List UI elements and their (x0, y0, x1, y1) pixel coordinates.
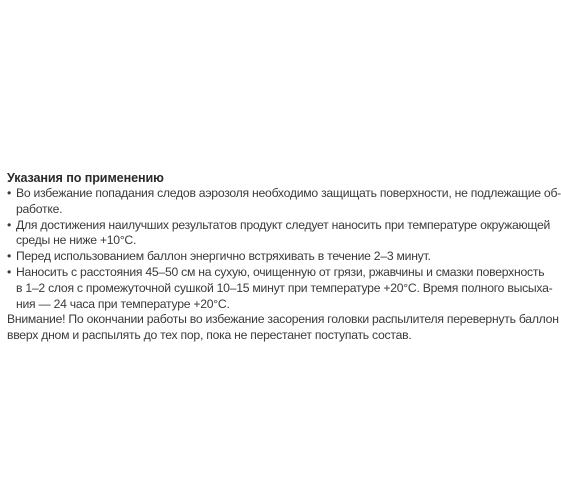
instruction-line-continued: среды не ниже +10°C. (16, 233, 137, 248)
instruction-line-continued: работке. (16, 201, 63, 216)
instruction-item-3 (7, 249, 495, 265)
instruction-line: Для достижения наилучших результатов продукт следует наносить при температуре окружающей (16, 217, 551, 232)
instruction-line-continued: ния — 24 часа при температуре +20°C. (16, 296, 230, 311)
instruction-item-4 (7, 264, 545, 281)
bullet-icon: • (7, 217, 12, 232)
bullet-icon: • (7, 264, 12, 279)
instruction-line-continued: в 1–2 слоя с промежуточной сушкой 10–15 минут при температуре +20°C. Время полного высыха- (16, 280, 553, 295)
instruction-line: Перед использованием баллон энергично встряхивать в течение 2–3 минут. (16, 249, 431, 264)
bullet-icon: • (7, 249, 12, 264)
instructions-block (7, 170, 561, 344)
instructions-heading: Указания по применению (7, 171, 164, 185)
bullet-icon: • (7, 186, 12, 200)
warning-line-continued: вверх дном и распылять до тех пор, пока не перестанет поступать состав. (7, 328, 412, 343)
instruction-item-1 (7, 186, 561, 202)
instruction-line: Наносить с расстояния 45–50 см на сухую, очищенную от грязи, ржавчины и смазки поверхность (16, 264, 545, 279)
instruction-line: Во избежание попадания следов аэрозоля необходимо защищать поверхности, не подлежащие об- (16, 186, 561, 200)
instruction-item-2 (7, 217, 551, 234)
warning-line: Внимание! По окончании работы во избежание засорения головки распылителя перевернуть баллон (7, 312, 559, 327)
